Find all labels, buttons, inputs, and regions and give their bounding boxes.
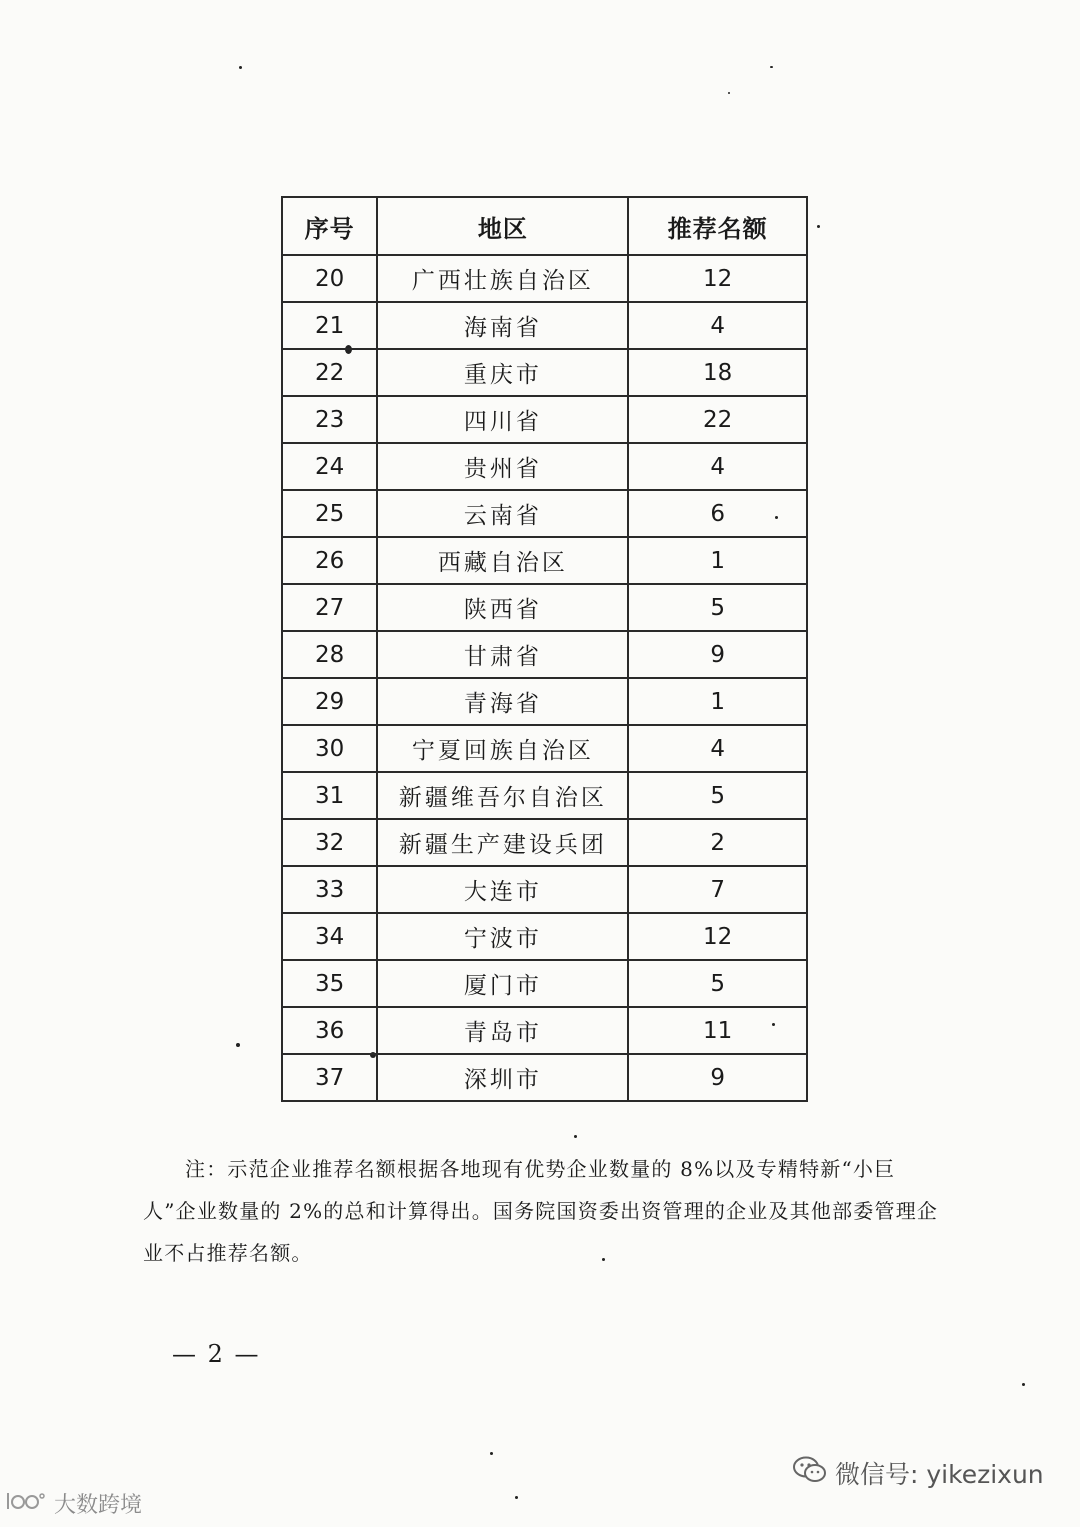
- cell-region: 云南省: [377, 490, 628, 537]
- cell-seq: 31: [282, 772, 377, 819]
- cell-region: 宁波市: [377, 913, 628, 960]
- cell-quota: 18: [628, 349, 807, 396]
- cell-region: 宁夏回族自治区: [377, 725, 628, 772]
- table-row: [282, 1054, 807, 1101]
- table-row: [282, 819, 807, 866]
- cell-seq: 35: [282, 960, 377, 1007]
- cell-region: 贵州省: [377, 443, 628, 490]
- table-row: [282, 302, 807, 349]
- cell-quota: 1: [628, 678, 807, 725]
- cell-quota: 12: [628, 913, 807, 960]
- table-row: [282, 1007, 807, 1054]
- cell-quota: 1: [628, 537, 807, 584]
- cell-region: 广西壮族自治区: [377, 255, 628, 302]
- table-row: [282, 866, 807, 913]
- cell-quota: 5: [628, 960, 807, 1007]
- table-row: [282, 772, 807, 819]
- cell-region: 青海省: [377, 678, 628, 725]
- header-seq: 序号: [282, 197, 377, 255]
- table-row: [282, 490, 807, 537]
- table-row: [282, 537, 807, 584]
- cell-seq: 26: [282, 537, 377, 584]
- cell-region: 青岛市: [377, 1007, 628, 1054]
- page-number: — 2 —: [172, 1340, 261, 1368]
- table-row: [282, 960, 807, 1007]
- cell-quota: 22: [628, 396, 807, 443]
- header-region: 地区: [377, 197, 628, 255]
- cell-region: 重庆市: [377, 349, 628, 396]
- footnote: 注：示范企业推荐名额根据各地现有优势企业数量的 8%以及专精特新“小巨人”企业数量的 2%的总和计算得出。国务院国资委出资管理的企业及其他部委管理企业不占推荐名额。: [143, 1157, 939, 1265]
- cell-seq: 25: [282, 490, 377, 537]
- table-row: [282, 584, 807, 631]
- cell-seq: 33: [282, 866, 377, 913]
- cell-region: 大连市: [377, 866, 628, 913]
- header-quota: 推荐名额: [628, 197, 807, 255]
- table-row: [282, 631, 807, 678]
- table-row: [282, 396, 807, 443]
- cell-region: 深圳市: [377, 1054, 628, 1101]
- cell-seq: 23: [282, 396, 377, 443]
- cell-quota: 9: [628, 631, 807, 678]
- cell-quota: 5: [628, 772, 807, 819]
- cell-seq: 34: [282, 913, 377, 960]
- table-row: [282, 255, 807, 302]
- cell-region: 新疆生产建设兵团: [377, 819, 628, 866]
- cell-quota: 4: [628, 725, 807, 772]
- cell-seq: 37: [282, 1054, 377, 1101]
- cell-seq: 22: [282, 349, 377, 396]
- cell-seq: 28: [282, 631, 377, 678]
- cell-region: 甘肃省: [377, 631, 628, 678]
- cell-seq: 32: [282, 819, 377, 866]
- cell-quota: 7: [628, 866, 807, 913]
- cell-region: 新疆维吾尔自治区: [377, 772, 628, 819]
- table-row: [282, 725, 807, 772]
- table-header-row: [282, 197, 807, 255]
- cell-region: 陕西省: [377, 584, 628, 631]
- cell-quota: 5: [628, 584, 807, 631]
- table-row: [282, 913, 807, 960]
- watermark-wechat-label: 微信号: yikezixun: [835, 1460, 1044, 1489]
- cell-region: 四川省: [377, 396, 628, 443]
- cell-seq: 21: [282, 302, 377, 349]
- watermark-brand-label: 大数跨境: [54, 1493, 143, 1518]
- cell-seq: 20: [282, 255, 377, 302]
- cell-region: 西藏自治区: [377, 537, 628, 584]
- cell-quota: 4: [628, 302, 807, 349]
- cell-quota: 4: [628, 443, 807, 490]
- wechat-icon: [793, 1456, 827, 1490]
- table-row: [282, 349, 807, 396]
- cell-quota: 6: [628, 490, 807, 537]
- logo-icon: [4, 1489, 48, 1519]
- cell-region: 海南省: [377, 302, 628, 349]
- cell-seq: 29: [282, 678, 377, 725]
- cell-quota: 11: [628, 1007, 807, 1054]
- cell-seq: 36: [282, 1007, 377, 1054]
- cell-region: 厦门市: [377, 960, 628, 1007]
- cell-seq: 27: [282, 584, 377, 631]
- cell-quota: 9: [628, 1054, 807, 1101]
- quota-table: [281, 196, 808, 1102]
- cell-quota: 2: [628, 819, 807, 866]
- table-row: [282, 678, 807, 725]
- watermark-wechat: [793, 1455, 1044, 1491]
- cell-seq: 24: [282, 443, 377, 490]
- watermark-brand: [4, 1488, 142, 1519]
- cell-seq: 30: [282, 725, 377, 772]
- table-row: [282, 443, 807, 490]
- cell-quota: 12: [628, 255, 807, 302]
